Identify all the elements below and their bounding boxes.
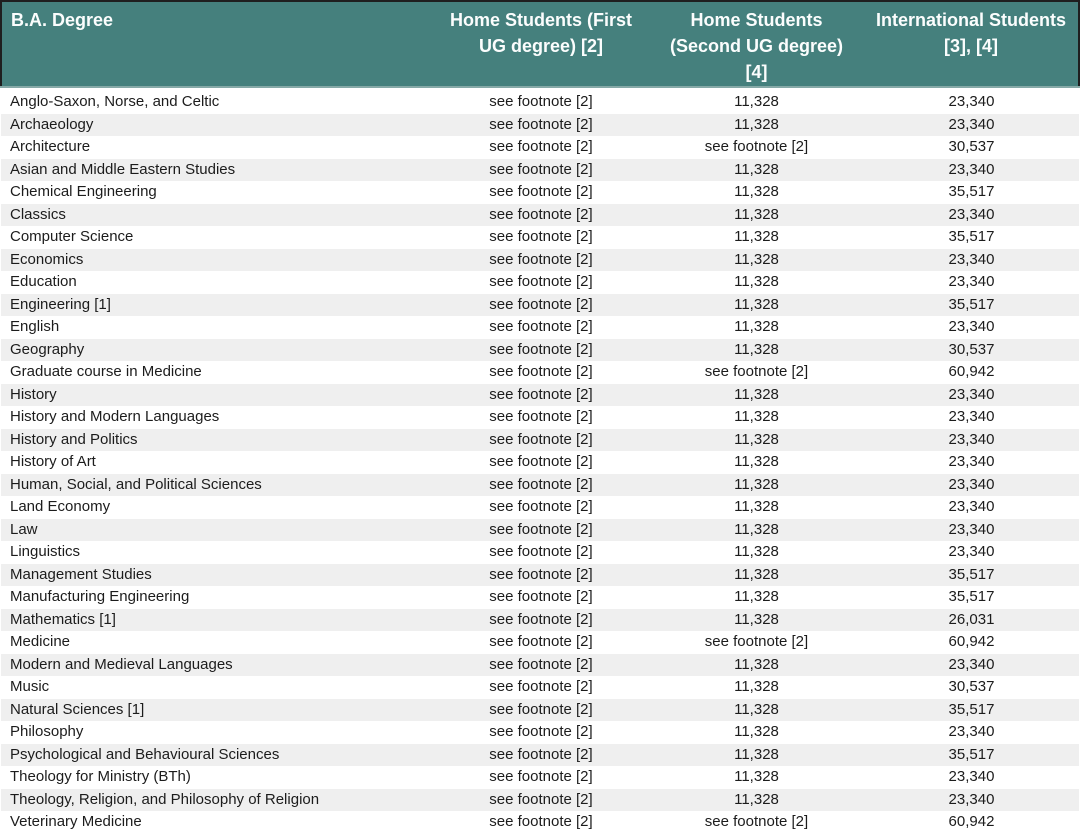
home_second-cell: 11,328 <box>649 271 864 294</box>
table-row <box>1 744 1079 767</box>
international-cell: 30,537 <box>864 339 1079 362</box>
col-header-home-first <box>433 1 649 87</box>
home_second-cell: see footnote [2] <box>649 811 864 834</box>
home_first-cell: see footnote [2] <box>433 136 649 159</box>
international-cell: 35,517 <box>864 181 1079 204</box>
international-cell: 23,340 <box>864 159 1079 182</box>
header-line: (Second UG degree) <box>669 36 844 56</box>
degree-cell: Natural Sciences [1] <box>1 699 433 722</box>
home_first-cell: see footnote [2] <box>433 699 649 722</box>
home_first-cell: see footnote [2] <box>433 811 649 834</box>
international-cell: 23,340 <box>864 114 1079 137</box>
home_first-cell: see footnote [2] <box>433 744 649 767</box>
international-cell: 23,340 <box>864 519 1079 542</box>
international-cell: 23,340 <box>864 496 1079 519</box>
home_first-cell: see footnote [2] <box>433 429 649 452</box>
table-row <box>1 699 1079 722</box>
home_first-cell: see footnote [2] <box>433 676 649 699</box>
international-cell: 35,517 <box>864 744 1079 767</box>
international-cell: 23,340 <box>864 406 1079 429</box>
home_second-cell: 11,328 <box>649 699 864 722</box>
home_first-cell: see footnote [2] <box>433 496 649 519</box>
home_first-cell: see footnote [2] <box>433 609 649 632</box>
degree-cell: Asian and Middle Eastern Studies <box>1 159 433 182</box>
table-row <box>1 586 1079 609</box>
home_second-cell: see footnote [2] <box>649 361 864 384</box>
degree-cell: Management Studies <box>1 564 433 587</box>
table-row <box>1 136 1079 159</box>
degree-cell: History and Politics <box>1 429 433 452</box>
degree-cell: Philosophy <box>1 721 433 744</box>
international-cell: 35,517 <box>864 226 1079 249</box>
degree-cell: Medicine <box>1 631 433 654</box>
home_second-cell: 11,328 <box>649 114 864 137</box>
degree-cell: Geography <box>1 339 433 362</box>
table-row <box>1 271 1079 294</box>
home_second-cell: 11,328 <box>649 654 864 677</box>
international-cell: 60,942 <box>864 811 1079 834</box>
home_second-cell: 11,328 <box>649 541 864 564</box>
col-header-home-second <box>649 1 864 87</box>
international-cell: 30,537 <box>864 676 1079 699</box>
home_second-cell: 11,328 <box>649 316 864 339</box>
header-line: Home Students <box>690 10 823 30</box>
home_second-cell: 11,328 <box>649 744 864 767</box>
degree-cell: Economics <box>1 249 433 272</box>
international-cell: 23,340 <box>864 789 1079 812</box>
international-cell: 23,340 <box>864 316 1079 339</box>
home_second-cell: 11,328 <box>649 91 864 114</box>
international-cell: 60,942 <box>864 361 1079 384</box>
table-row <box>1 496 1079 519</box>
table-row <box>1 91 1079 114</box>
home_second-cell: 11,328 <box>649 384 864 407</box>
table-row <box>1 204 1079 227</box>
degree-cell: Music <box>1 676 433 699</box>
international-cell: 23,340 <box>864 384 1079 407</box>
degree-cell: Veterinary Medicine <box>1 811 433 834</box>
home_first-cell: see footnote [2] <box>433 631 649 654</box>
table-row <box>1 406 1079 429</box>
international-cell: 23,340 <box>864 721 1079 744</box>
home_first-cell: see footnote [2] <box>433 721 649 744</box>
table-row <box>1 361 1079 384</box>
international-cell: 35,517 <box>864 699 1079 722</box>
table-row <box>1 294 1079 317</box>
table-row <box>1 721 1079 744</box>
header-row <box>1 1 1079 87</box>
home_first-cell: see footnote [2] <box>433 474 649 497</box>
table-row <box>1 159 1079 182</box>
home_first-cell: see footnote [2] <box>433 384 649 407</box>
international-cell: 23,340 <box>864 541 1079 564</box>
international-cell: 23,340 <box>864 249 1079 272</box>
international-cell: 23,340 <box>864 474 1079 497</box>
home_second-cell: 11,328 <box>649 766 864 789</box>
home_first-cell: see footnote [2] <box>433 316 649 339</box>
degree-cell: Law <box>1 519 433 542</box>
table-row <box>1 249 1079 272</box>
home_first-cell: see footnote [2] <box>433 114 649 137</box>
home_second-cell: 11,328 <box>649 496 864 519</box>
international-cell: 23,340 <box>864 429 1079 452</box>
international-cell: 60,942 <box>864 631 1079 654</box>
home_second-cell: 11,328 <box>649 451 864 474</box>
home_first-cell: see footnote [2] <box>433 766 649 789</box>
table-header <box>1 1 1079 87</box>
table-row <box>1 766 1079 789</box>
home_first-cell: see footnote [2] <box>433 226 649 249</box>
international-cell: 23,340 <box>864 654 1079 677</box>
table-row <box>1 316 1079 339</box>
home_second-cell: 11,328 <box>649 789 864 812</box>
home_first-cell: see footnote [2] <box>433 586 649 609</box>
home_second-cell: 11,328 <box>649 721 864 744</box>
table-row <box>1 541 1079 564</box>
table-row <box>1 564 1079 587</box>
degree-cell: Engineering [1] <box>1 294 433 317</box>
home_first-cell: see footnote [2] <box>433 361 649 384</box>
degree-cell: Human, Social, and Political Sciences <box>1 474 433 497</box>
table-row <box>1 451 1079 474</box>
home_second-cell: see footnote [2] <box>649 631 864 654</box>
home_second-cell: 11,328 <box>649 294 864 317</box>
degree-cell: Psychological and Behavioural Sciences <box>1 744 433 767</box>
home_first-cell: see footnote [2] <box>433 181 649 204</box>
table-row <box>1 474 1079 497</box>
header-line: Home Students (First <box>449 10 632 30</box>
home_first-cell: see footnote [2] <box>433 294 649 317</box>
home_first-cell: see footnote [2] <box>433 541 649 564</box>
table-row <box>1 429 1079 452</box>
degree-cell: Archaeology <box>1 114 433 137</box>
table-row <box>1 654 1079 677</box>
home_first-cell: see footnote [2] <box>433 564 649 587</box>
degree-cell: Mathematics [1] <box>1 609 433 632</box>
home_second-cell: 11,328 <box>649 249 864 272</box>
degree-cell: Land Economy <box>1 496 433 519</box>
header-line: B.A. Degree <box>11 10 114 30</box>
home_second-cell: 11,328 <box>649 159 864 182</box>
table-row <box>1 676 1079 699</box>
degree-cell: Chemical Engineering <box>1 181 433 204</box>
home_first-cell: see footnote [2] <box>433 159 649 182</box>
home_second-cell: see footnote [2] <box>649 136 864 159</box>
home_second-cell: 11,328 <box>649 676 864 699</box>
home_first-cell: see footnote [2] <box>433 339 649 362</box>
degree-cell: English <box>1 316 433 339</box>
home_second-cell: 11,328 <box>649 204 864 227</box>
home_second-cell: 11,328 <box>649 609 864 632</box>
table-body <box>1 91 1079 834</box>
home_first-cell: see footnote [2] <box>433 451 649 474</box>
table-row <box>1 631 1079 654</box>
degree-cell: History and Modern Languages <box>1 406 433 429</box>
degree-cell: Computer Science <box>1 226 433 249</box>
home_first-cell: see footnote [2] <box>433 519 649 542</box>
international-cell: 35,517 <box>864 564 1079 587</box>
international-cell: 30,537 <box>864 136 1079 159</box>
international-cell: 23,340 <box>864 766 1079 789</box>
col-header-degree <box>1 1 433 87</box>
degree-cell: Modern and Medieval Languages <box>1 654 433 677</box>
home_second-cell: 11,328 <box>649 339 864 362</box>
header-line: UG degree) [2] <box>478 36 604 56</box>
home_first-cell: see footnote [2] <box>433 91 649 114</box>
table-row <box>1 226 1079 249</box>
home_second-cell: 11,328 <box>649 181 864 204</box>
home_second-cell: 11,328 <box>649 564 864 587</box>
home_second-cell: 11,328 <box>649 406 864 429</box>
table-row <box>1 789 1079 812</box>
header-line: International Students <box>875 10 1066 30</box>
table-row <box>1 181 1079 204</box>
table-row <box>1 339 1079 362</box>
home_second-cell: 11,328 <box>649 519 864 542</box>
home_second-cell: 11,328 <box>649 586 864 609</box>
table-row <box>1 384 1079 407</box>
degree-cell: Classics <box>1 204 433 227</box>
table-row <box>1 811 1079 834</box>
international-cell: 26,031 <box>864 609 1079 632</box>
table-row <box>1 519 1079 542</box>
home_first-cell: see footnote [2] <box>433 271 649 294</box>
header-line: [4] <box>745 62 768 82</box>
home_second-cell: 11,328 <box>649 474 864 497</box>
home_first-cell: see footnote [2] <box>433 406 649 429</box>
home_first-cell: see footnote [2] <box>433 789 649 812</box>
home_first-cell: see footnote [2] <box>433 654 649 677</box>
international-cell: 23,340 <box>864 451 1079 474</box>
international-cell: 23,340 <box>864 91 1079 114</box>
degree-cell: Anglo-Saxon, Norse, and Celtic <box>1 91 433 114</box>
degree-cell: Manufacturing Engineering <box>1 586 433 609</box>
international-cell: 23,340 <box>864 204 1079 227</box>
degree-cell: Theology for Ministry (BTh) <box>1 766 433 789</box>
degree-cell: History of Art <box>1 451 433 474</box>
home_second-cell: 11,328 <box>649 429 864 452</box>
degree-cell: Graduate course in Medicine <box>1 361 433 384</box>
degree-cell: Theology, Religion, and Philosophy of Religion <box>1 789 433 812</box>
home_second-cell: 11,328 <box>649 226 864 249</box>
header-line: [3], [4] <box>944 36 998 56</box>
degree-cell: Linguistics <box>1 541 433 564</box>
home_first-cell: see footnote [2] <box>433 204 649 227</box>
col-header-international <box>864 1 1079 87</box>
home_first-cell: see footnote [2] <box>433 249 649 272</box>
degree-cell: Architecture <box>1 136 433 159</box>
table-row <box>1 609 1079 632</box>
international-cell: 35,517 <box>864 586 1079 609</box>
degree-cell: History <box>1 384 433 407</box>
international-cell: 35,517 <box>864 294 1079 317</box>
table-row <box>1 114 1079 137</box>
international-cell: 23,340 <box>864 271 1079 294</box>
degree-cell: Education <box>1 271 433 294</box>
